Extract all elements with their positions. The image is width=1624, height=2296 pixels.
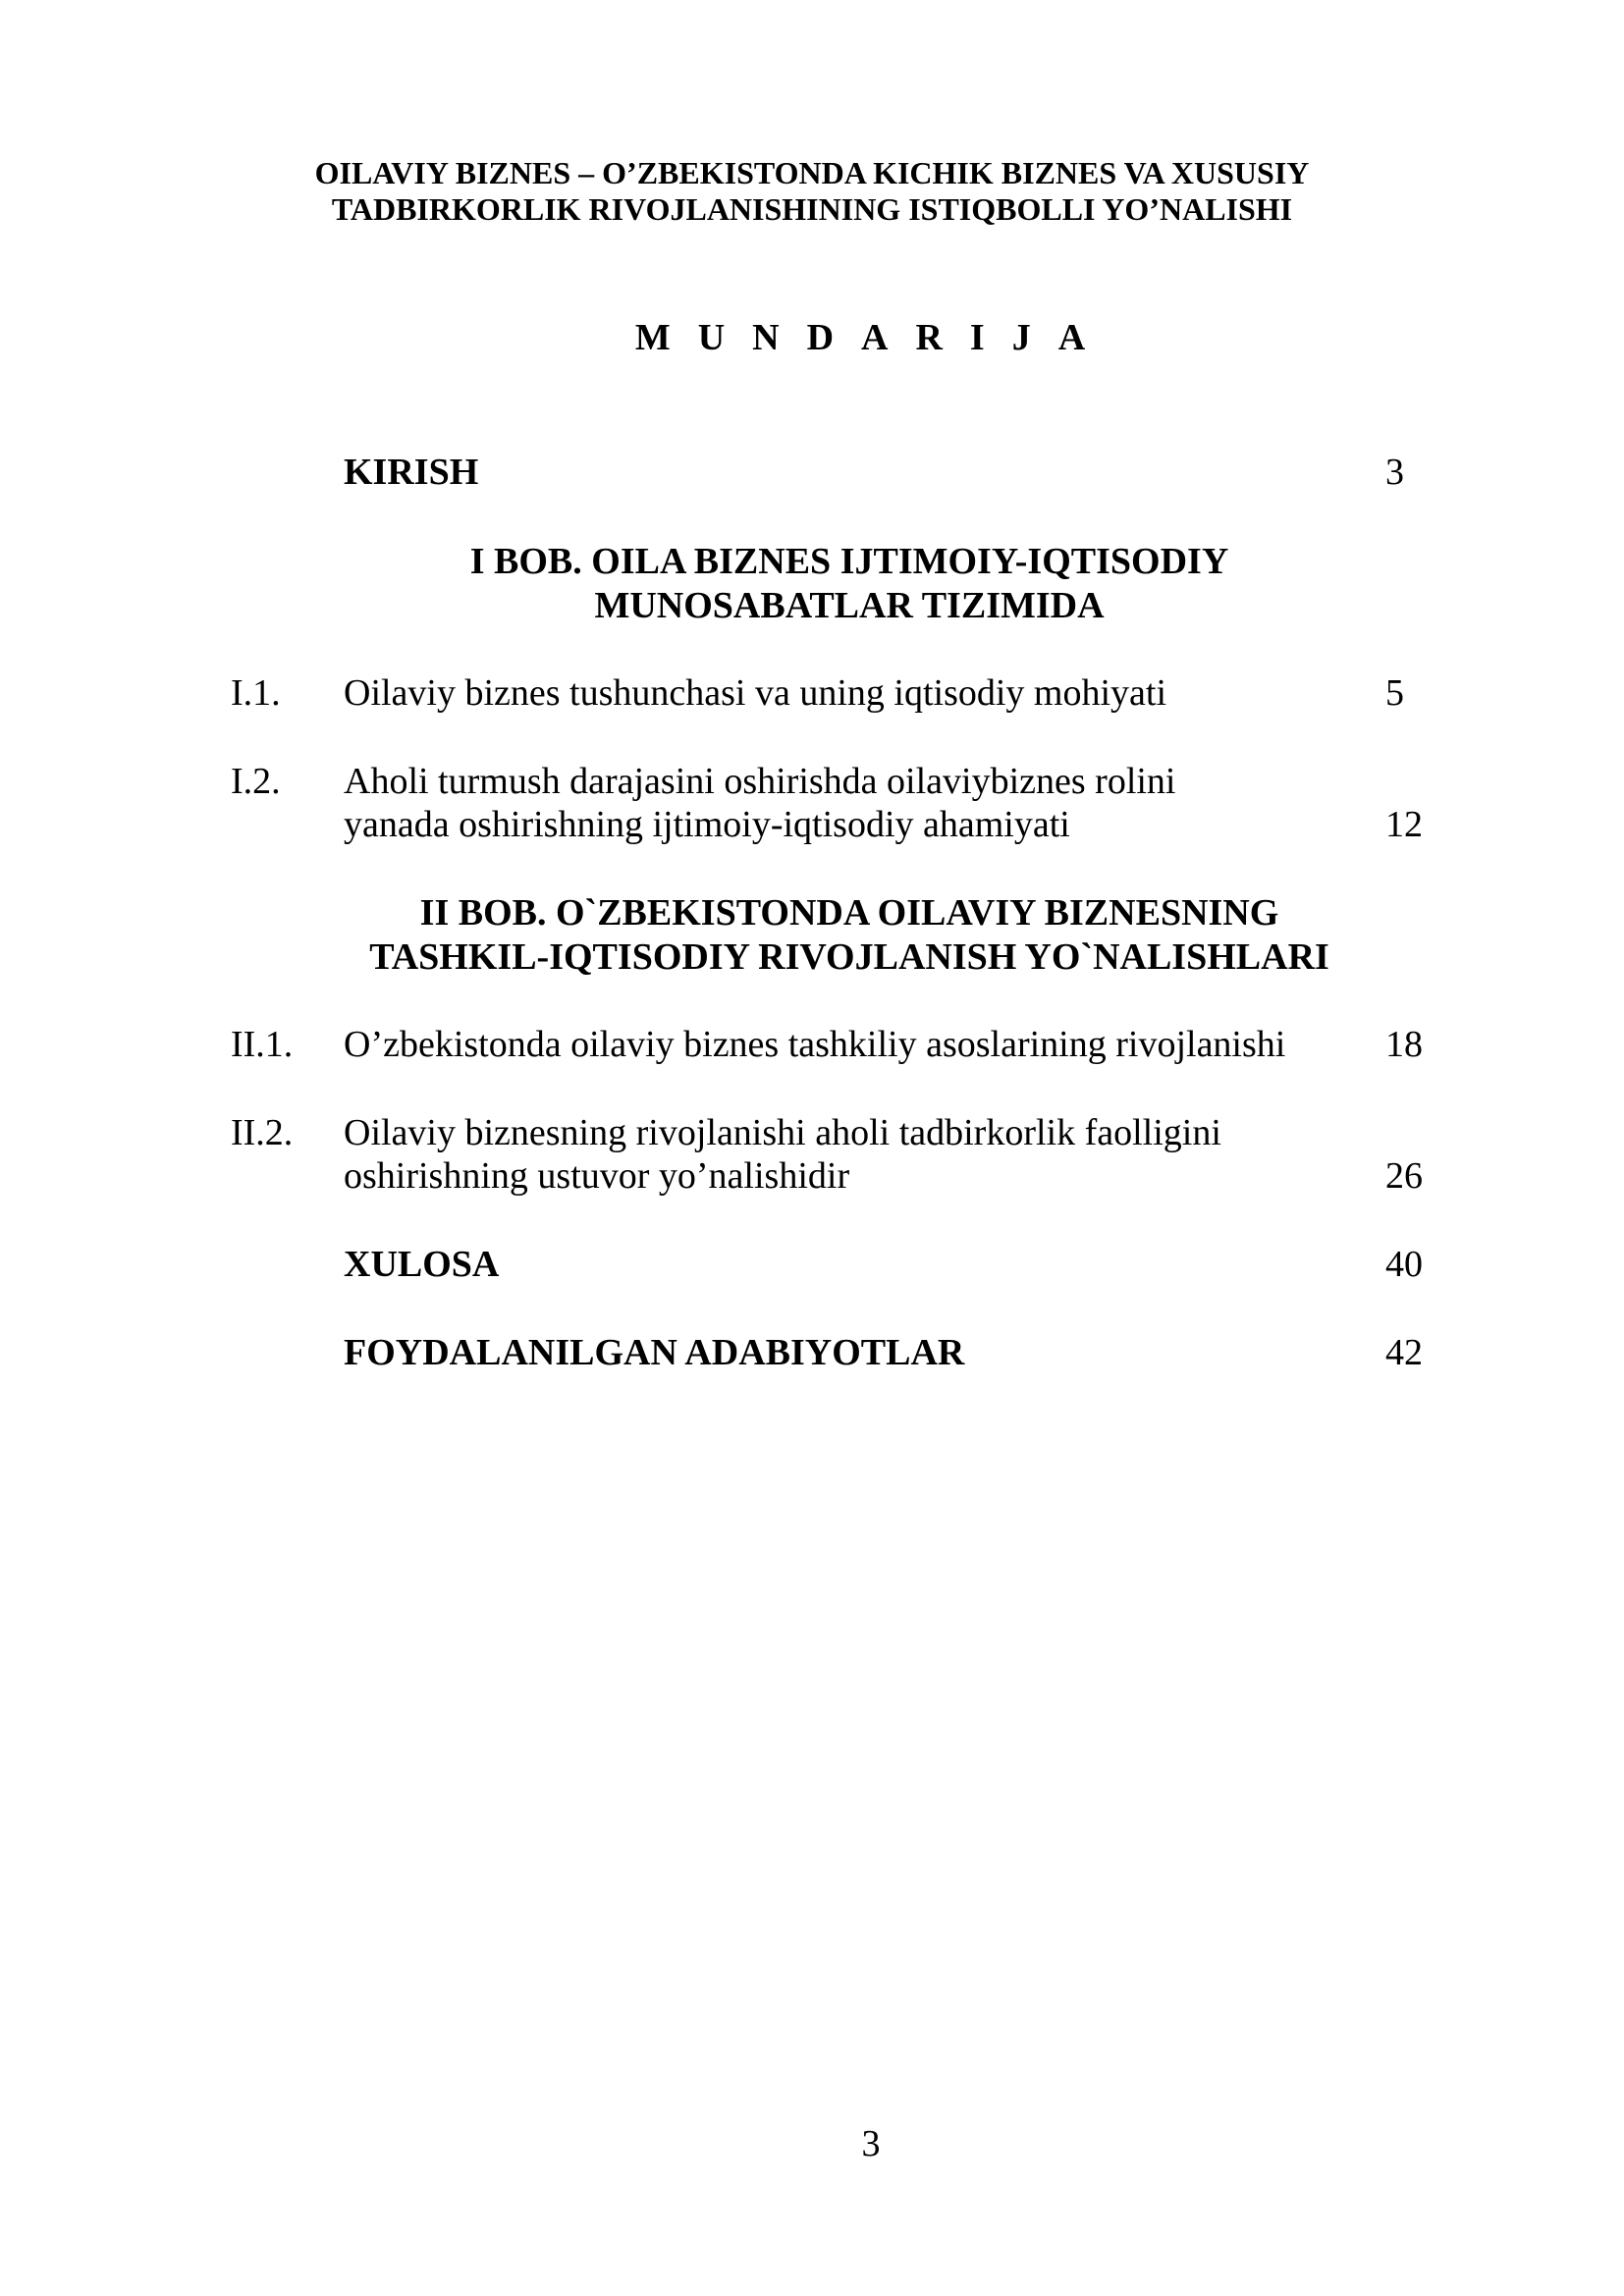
toc-entry-label-line-1: Oilaviy biznesning rivojlanishi aholi tadbirkorlik faolligini [344, 1112, 1221, 1153]
toc-entry-number: I.1. [231, 672, 281, 714]
document-title-line-1: OILAVIY BIZNES – O’ZBEKISTONDA KICHIK BIZNES VA XUSUSIY [314, 155, 1310, 190]
toc-entry-label: KIRISH [344, 452, 479, 493]
chapter-1-heading [295, 540, 1404, 628]
toc-entry-number: II.1. [231, 1024, 294, 1065]
chapter-1-line-1: I BOB. OILA BIZNES IJTIMOIY-IQTISODIY [469, 541, 1229, 582]
toc-entry-label: FOYDALANILGAN ADABIYOTLAR [344, 1332, 965, 1373]
page-number: 3 [861, 2123, 881, 2164]
toc-entry-page: 42 [1385, 1332, 1423, 1373]
toc-entry-number: II.2. [231, 1112, 294, 1153]
toc-entry-label-line-2: oshirishning ustuvor yo’nalishidir [344, 1155, 850, 1197]
chapter-1-line-2: MUNOSABATLAR TIZIMIDA [594, 585, 1105, 626]
toc-heading: MUNDARIJA [634, 317, 1113, 358]
toc-entry-label: Oilaviy biznes tushunchasi va uning iqtisodiy mohiyati [344, 672, 1167, 714]
toc-entry-label-line-2: yanada oshirishning ijtimoiy-iqtisodiy ahamiyati [344, 804, 1070, 845]
document-title [0, 155, 1624, 228]
chapter-2-line-1: II BOB. O`ZBEKISTONDA OILAVIY BIZNESNING [419, 892, 1279, 934]
toc-entry-label: O’zbekistonda oilaviy biznes tashkiliy asoslarining rivojlanishi [344, 1024, 1286, 1065]
chapter-2-heading [295, 891, 1404, 980]
toc-entry-number: I.2. [231, 761, 281, 802]
toc-entry-page: 40 [1385, 1244, 1423, 1285]
toc-entry-page: 26 [1385, 1155, 1423, 1197]
toc-entry-label-line-1: Aholi turmush darajasini oshirishda oilaviybiznes rolini [344, 761, 1176, 802]
toc-entry-page: 18 [1385, 1024, 1423, 1065]
toc-entry-page: 5 [1385, 672, 1404, 714]
chapter-2-line-2: TASHKIL-IQTISODIY RIVOJLANISH YO`NALISHLARI [369, 936, 1329, 978]
document-title-line-2: TADBIRKORLIK RIVOJLANISHINING ISTIQBOLLI YO’NALISHI [331, 191, 1293, 227]
toc-entry-page: 12 [1385, 804, 1423, 845]
toc-entry-label: XULOSA [344, 1244, 500, 1285]
toc-entry-page: 3 [1385, 452, 1404, 493]
